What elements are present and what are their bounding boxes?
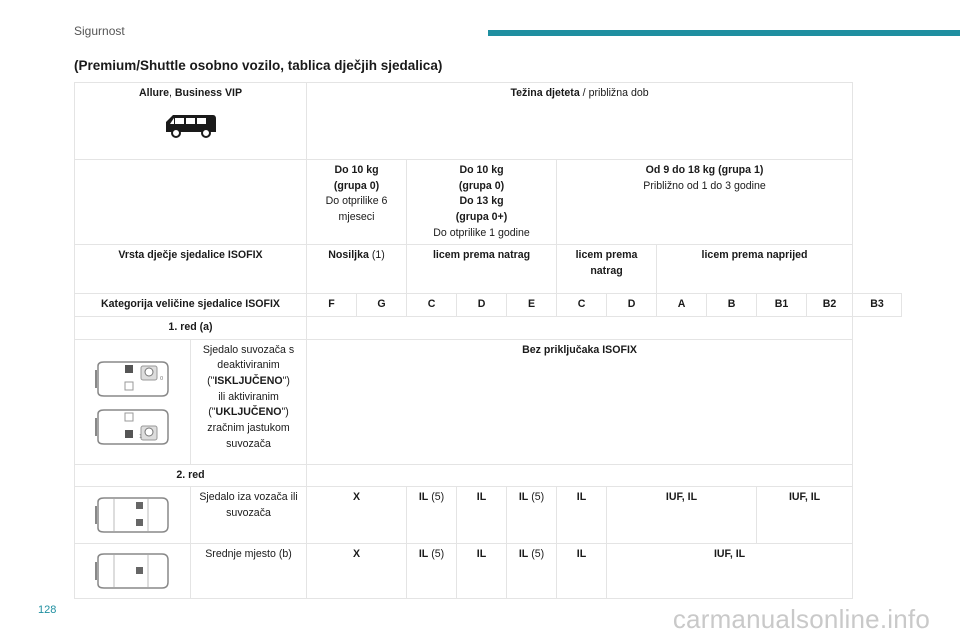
airbag-off-label: ISKLJUČENO [214,375,283,388]
model-business-vip: Business VIP [174,87,243,99]
rear-outer-row [75,487,902,544]
row2-label: 2. red [75,464,307,487]
value-cell: IL [557,487,607,544]
table-title: (Premium/Shuttle osobno vozilo, tablica dječjih sjedalica) [74,58,443,73]
no-isofix-cell: Bez priključaka ISOFIX [307,339,853,464]
page-number: 128 [38,604,57,616]
size-class-label: Kategorija veličine sjedalice ISOFIX [75,294,307,317]
rear-facing-cell-1: licem prema natrag [407,245,557,294]
front-passenger-desc: Sjedalo suvozača s deaktiviranim ("ISKLJUČENO") ili aktiviranim ("UKLJUČENO") zračnim jastukom suvozača [191,339,307,464]
carrycot-cell: Nosiljka (1) [307,245,407,294]
value-cell: IL (5) [507,544,557,599]
section-title: Sigurnost [74,24,125,38]
value-cell: IL [557,544,607,599]
rear-middle-icon-cell [75,544,191,599]
svg-text:1: 1 [138,433,142,440]
value-cell: X [307,487,407,544]
size-class: C [557,294,607,317]
value-cell: IL [457,487,507,544]
group-0-plus-cell: Do 10 kg (grupa 0) Do 13 kg (grupa 0+) Do otprilike 1 godine [407,160,557,245]
size-class: B1 [757,294,807,317]
size-class-row [75,294,902,317]
value-cell: X [307,544,407,599]
svg-text:0: 0 [159,375,163,382]
row1-icon-cell [75,339,191,464]
value-cell: IL [457,544,507,599]
size-class: B2 [807,294,853,317]
rear-outer-icon-cell [75,487,191,544]
car-top-airbag-off-icon [92,358,174,400]
airbag-on-label: UKLJUČENO [215,406,282,419]
value-cell: IUF, IL [607,487,757,544]
front-passenger-row [75,339,902,464]
weight-groups-row [75,160,902,245]
van-side-icon [163,110,219,140]
car-top-rear-middle-seat-icon [92,550,174,592]
value-cell: IL (5) [407,487,457,544]
size-class: C [407,294,457,317]
forward-facing-cell: licem prema naprijed [657,245,853,294]
row1-label: 1. red (a) [75,317,307,340]
isofix-table [74,82,902,599]
value-cell: IUF, IL [757,487,853,544]
size-class: A [657,294,707,317]
group-0-cell: Do 10 kg (grupa 0) Do otprilike 6 mjeseci [307,160,407,245]
row2-header [75,464,902,487]
value-cell: IL (5) [407,544,457,599]
value-cell: IUF, IL [607,544,853,599]
model-cell: Allure, Business VIP [75,83,307,160]
weight-header-cell: Težina djeteta / približna dob [307,83,853,160]
size-class: B [707,294,757,317]
watermark: carmanualsonline.info [672,604,930,634]
rear-middle-desc: Srednje mjesto (b) [191,544,307,599]
model-allure: Allure [138,87,170,99]
seat-type-label: Vrsta dječje sjedalice ISOFIX [75,245,307,294]
size-class: D [457,294,507,317]
size-class: D [607,294,657,317]
row1-header [75,317,902,340]
rear-facing-cell-2: licem prema natrag [557,245,657,294]
size-class: F [307,294,357,317]
size-class: E [507,294,557,317]
model-row [75,83,902,160]
section-accent-bar [488,30,960,36]
car-top-rear-outer-seat-icon [92,494,174,536]
value-cell: IL (5) [507,487,557,544]
seat-type-row [75,245,902,294]
rear-outer-desc: Sjedalo iza vozača ili suvozača [191,487,307,544]
group-1-cell: Od 9 do 18 kg (grupa 1) Približno od 1 do 3 godine [557,160,853,245]
size-class: G [357,294,407,317]
size-class: B3 [853,294,902,317]
rear-middle-row [75,544,902,599]
car-top-airbag-on-icon [92,406,174,448]
